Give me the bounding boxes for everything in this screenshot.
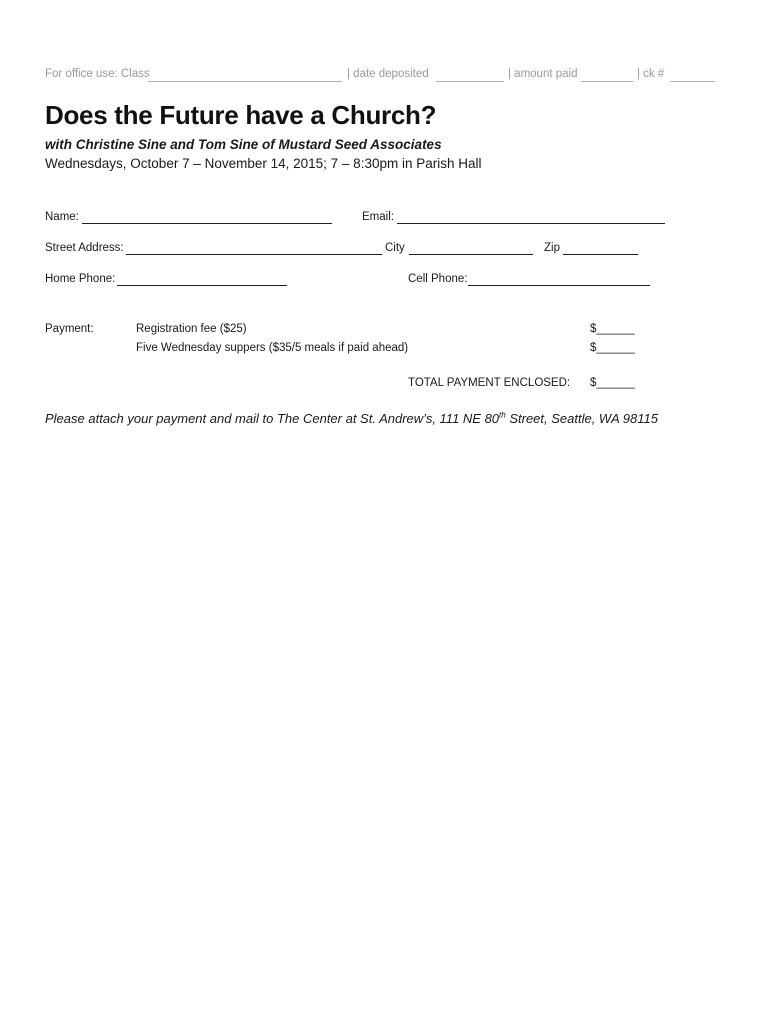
office-class-field[interactable] [148,81,342,82]
city-label: City [385,242,405,254]
street-label: Street Address: [45,242,124,254]
office-ck-field[interactable] [670,81,715,82]
office-class-label: For office use: Class [45,68,150,80]
cell-phone-field[interactable] [468,285,650,286]
email-label: Email: [362,211,394,223]
office-ck-label: | ck # [637,68,665,80]
email-field[interactable] [397,223,665,224]
mailing-text-before: Please attach your payment and mail to The Center at St. Andrew’s, 111 NE 80 [45,411,500,426]
home-phone-label: Home Phone: [45,273,116,285]
page-subtitle: with Christine Sine and Tom Sine of Mustard Seed Associates [45,137,442,152]
event-dates: Wednesdays, October 7 – November 14, 2015; 7 – 8:30pm in Parish Hall [45,156,482,171]
office-date-label: | date deposited [347,68,429,80]
total-label: TOTAL PAYMENT ENCLOSED: [408,377,571,389]
suppers-amount[interactable]: $______ [590,342,635,354]
cell-phone-label: Cell Phone: [408,273,468,285]
office-amount-field[interactable] [581,81,633,82]
mailing-text-after: Street, Seattle, WA 98115 [505,411,658,426]
home-phone-field[interactable] [117,285,287,286]
registration-fee-label: Registration fee ($25) [136,323,247,335]
office-date-field[interactable] [436,81,504,82]
mailing-sup: th [499,410,506,420]
zip-label: Zip [544,242,560,254]
street-field[interactable] [126,254,382,255]
city-field[interactable] [409,254,533,255]
total-amount[interactable]: $______ [590,377,635,389]
page-title: Does the Future have a Church? [45,100,437,130]
name-field[interactable] [82,223,332,224]
zip-field[interactable] [563,254,638,255]
mailing-instruction [45,411,658,426]
suppers-label: Five Wednesday suppers ($35/5 meals if paid ahead) [136,342,409,354]
payment-label: Payment: [45,323,94,335]
office-amount-label: | amount paid [508,68,578,80]
name-label: Name: [45,211,79,223]
registration-fee-amount[interactable]: $______ [590,323,635,335]
